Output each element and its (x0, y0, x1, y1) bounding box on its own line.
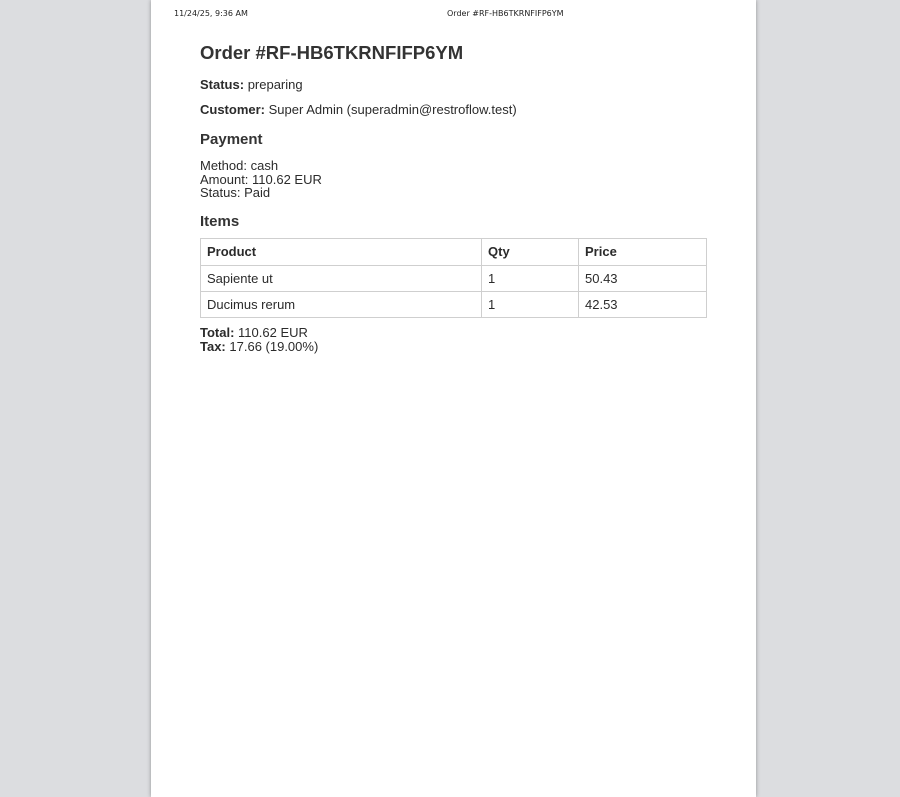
payment-heading: Payment (200, 131, 263, 148)
cell-price: 50.43 (579, 265, 707, 291)
print-date: 11/24/25, 9:36 AM (174, 9, 248, 18)
status-label: Status: (200, 77, 245, 92)
payment-details (200, 159, 707, 200)
order-content (200, 42, 707, 354)
table-row (201, 265, 707, 291)
payment-method: Method: cash (200, 158, 279, 173)
total-line (200, 326, 707, 340)
cell-qty: 1 (482, 291, 579, 317)
tax-value: 17.66 (19.00%) (229, 338, 319, 354)
items-heading: Items (200, 212, 240, 230)
column-header-price: Price (579, 238, 707, 265)
print-header (151, 9, 756, 21)
tax-line (200, 340, 707, 354)
payment-status: Status: Paid (200, 185, 271, 200)
column-header-qty: Qty (482, 238, 579, 265)
cell-price: 42.53 (579, 291, 707, 317)
cell-product: Ducimus rerum (201, 291, 482, 317)
customer-value: Super Admin (superadmin@restroflow.test) (268, 102, 517, 117)
print-title: Order #RF-HB6TKRNFIFP6YM (447, 9, 564, 18)
order-totals (200, 326, 707, 354)
print-page (151, 0, 756, 797)
order-customer (200, 102, 707, 117)
table-header-row (201, 238, 707, 265)
payment-amount: Amount: 110.62 EUR (200, 171, 322, 187)
status-value: preparing (247, 77, 303, 92)
total-value: 110.62 EUR (238, 324, 308, 340)
cell-product: Sapiente ut (201, 265, 482, 291)
order-title: Order #RF-HB6TKRNFIFP6YM (200, 42, 464, 63)
customer-label: Customer: (200, 102, 266, 117)
tax-label: Tax: (200, 338, 226, 354)
table-row (201, 291, 707, 317)
column-header-product: Product (201, 238, 482, 265)
cell-qty: 1 (482, 265, 579, 291)
total-label: Total: (200, 324, 235, 340)
order-status (200, 77, 707, 92)
items-table (200, 238, 707, 318)
